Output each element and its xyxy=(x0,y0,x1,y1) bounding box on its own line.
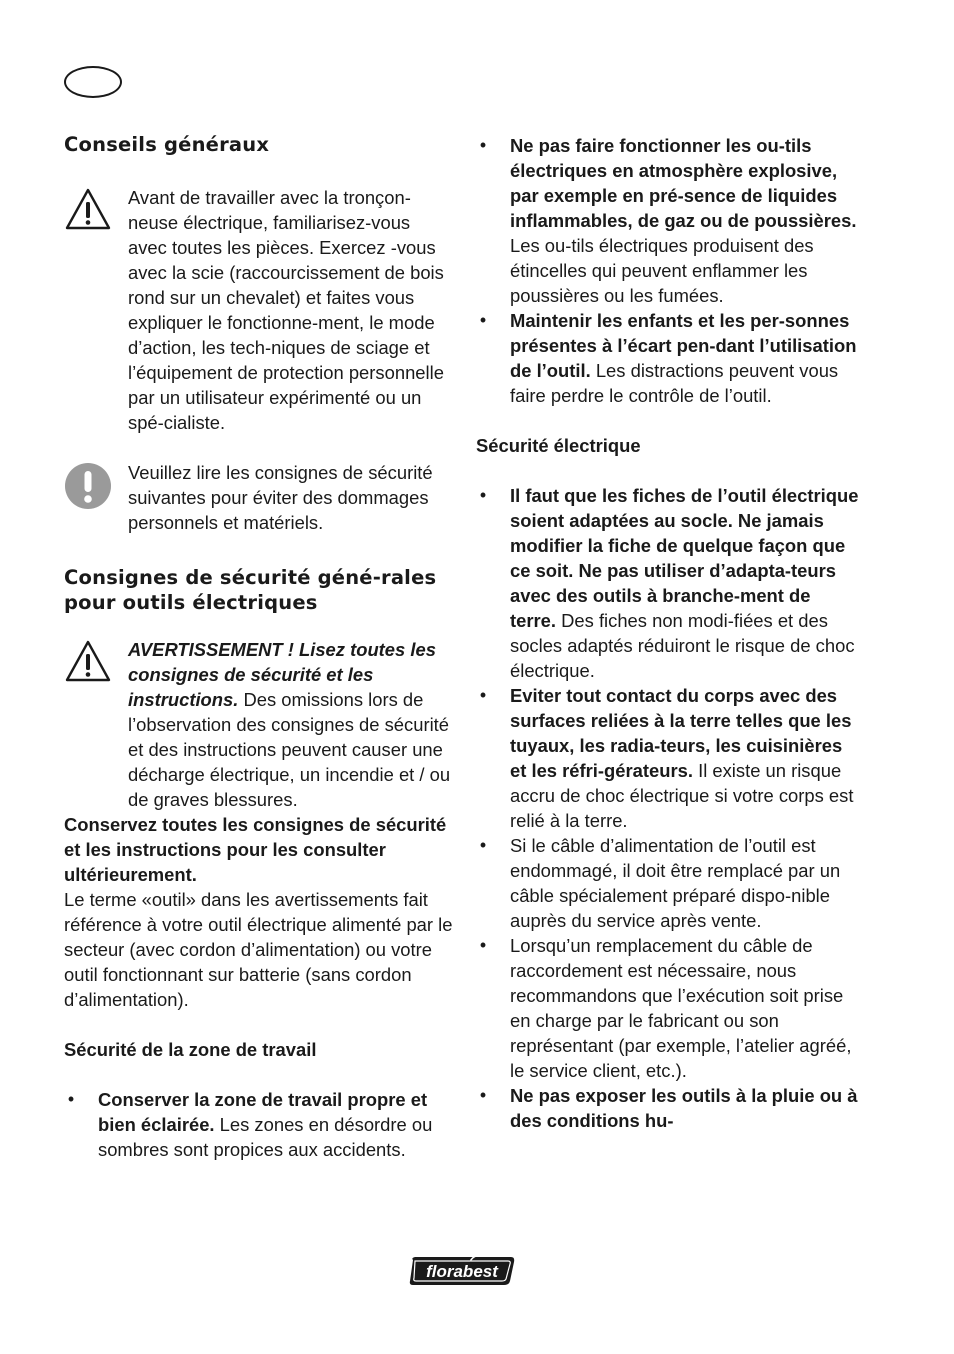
item-text: Des fiches non modi-fiées et des socles adaptés réduiront le risque de choc électrique. xyxy=(510,610,855,681)
item-text: Les ou-tils électriques produisent des étincelles qui peuvent enflammer les poussières ou les fumées. xyxy=(510,235,814,306)
item-text: Il existe un risque accru de choc électrique si votre corps est relié à la terre. xyxy=(510,760,854,831)
left-column xyxy=(64,128,454,1162)
warning-triangle-icon xyxy=(64,187,112,231)
bullet: • xyxy=(479,685,487,705)
language-badge xyxy=(64,66,122,98)
item-text: Lorsqu’un remplacement du câble de raccordement est nécessaire, nous recommandons que l’exécution soit prise en charge par le fabricant ou son représentant (par exemple, l’atelier agréé, le service client, etc.). xyxy=(510,935,852,1081)
term-paragraph: Le terme «outil» dans les avertissements fait référence à votre outil électrique alimenté par le secteur (avec cordon d’alimentation) ou votre outil fonctionnant sur batterie (sans cordon d’alimentation). xyxy=(64,889,453,1010)
item-text: Les distractions peuvent vous faire perdre le contrôle de l’outil. xyxy=(510,360,839,406)
bullet: • xyxy=(479,310,487,330)
warning-paragraph xyxy=(128,637,454,812)
logo-text: florabest xyxy=(426,1262,498,1281)
warning-triangle-icon xyxy=(64,639,112,683)
list-item xyxy=(476,833,860,933)
bullet: • xyxy=(479,485,487,505)
section-heading-general: Conseils généraux xyxy=(64,133,270,156)
info-note xyxy=(64,460,454,535)
item-text: Si le câble d’alimentation de l’outil est endommagé, il doit être remplacé par un câble spécialement préparé dispo-nible auprès du service après vente. xyxy=(510,835,841,931)
item-bold: Eviter tout contact du corps avec des surfaces reliées à la terre telles que les tuyaux, les radia-teurs, les cuisinières et les réfri-gérateurs. xyxy=(510,685,852,781)
warning-bold: AVERTISSEMENT ! Lisez toutes les consignes de sécurité et les instructions. xyxy=(128,639,436,710)
warning-text: Des omissions lors de l’observation des consignes de sécurité et des instructions peuvent causer une décharge électrique, un incendie et / ou de graves blessures. xyxy=(128,689,451,810)
keep-instructions: Conservez toutes les consignes de sécurité et les instructions pour les consulter ultérieurement. xyxy=(64,814,447,885)
bullet: • xyxy=(479,935,487,955)
bullet: • xyxy=(479,1085,487,1105)
bullet: • xyxy=(479,835,487,855)
subsection-heading-zone: Sécurité de la zone de travail xyxy=(64,1039,317,1060)
list-item xyxy=(476,683,860,833)
item-bold: Ne pas faire fonctionner les ou-tils électriques en atmosphère explosive, par exemple en pré-sence de liquides inflammables, de gaz ou de poussières. xyxy=(510,135,857,231)
item-bold: Ne pas exposer les outils à la pluie ou à des conditions hu- xyxy=(510,1085,858,1131)
item-text: Les zones en désordre ou sombres sont propices aux accidents. xyxy=(98,1114,433,1160)
list-item xyxy=(64,1087,454,1162)
exclamation-circle-icon xyxy=(64,462,112,510)
warning-note xyxy=(64,185,454,435)
list-item xyxy=(476,933,860,1083)
warning-note xyxy=(64,637,454,812)
right-column xyxy=(476,133,860,1133)
note-text: Avant de travailler avec la tronçon-neuse électrique, familiarisez-vous avec toutes les pièces. Exercez -vous avec la scie (raccourcissement de bois rond sur un chevalet) et faites vous expliquer le fonctionne-ment, le mode d’action, les tech-niques de sciage et l’équipement de protection personnelle par un utilisateur expérimenté ou un spé-cialiste. xyxy=(128,187,444,433)
item-bold: Maintenir les enfants et les per-sonnes présentes à l’écart pen-dant l’utilisation de l’outil. xyxy=(510,310,857,381)
item-bold: Conserver la zone de travail propre et bien éclairée. xyxy=(98,1089,428,1135)
list-item xyxy=(476,308,860,408)
florabest-logo xyxy=(407,1254,517,1288)
subsection-heading-electrical: Sécurité électrique xyxy=(476,435,641,456)
item-bold: Il faut que les fiches de l’outil électrique soient adaptées au socle. Ne jamais modifier la fiche de quelque façon que ce soit. Ne pas utiliser d’adapta-teurs avec des outils à branche-ment de terre. xyxy=(510,485,859,631)
note-text: Veuillez lire les consignes de sécurité suivantes pour éviter des dommages personnels et matériels. xyxy=(128,462,433,533)
section-heading-consignes: Consignes de sécurité géné-rales pour outils électriques xyxy=(64,566,437,614)
list-item xyxy=(476,483,860,683)
list-item xyxy=(476,1083,860,1133)
list-item xyxy=(476,133,860,308)
bullet: • xyxy=(479,135,487,155)
bullet: • xyxy=(67,1089,75,1109)
